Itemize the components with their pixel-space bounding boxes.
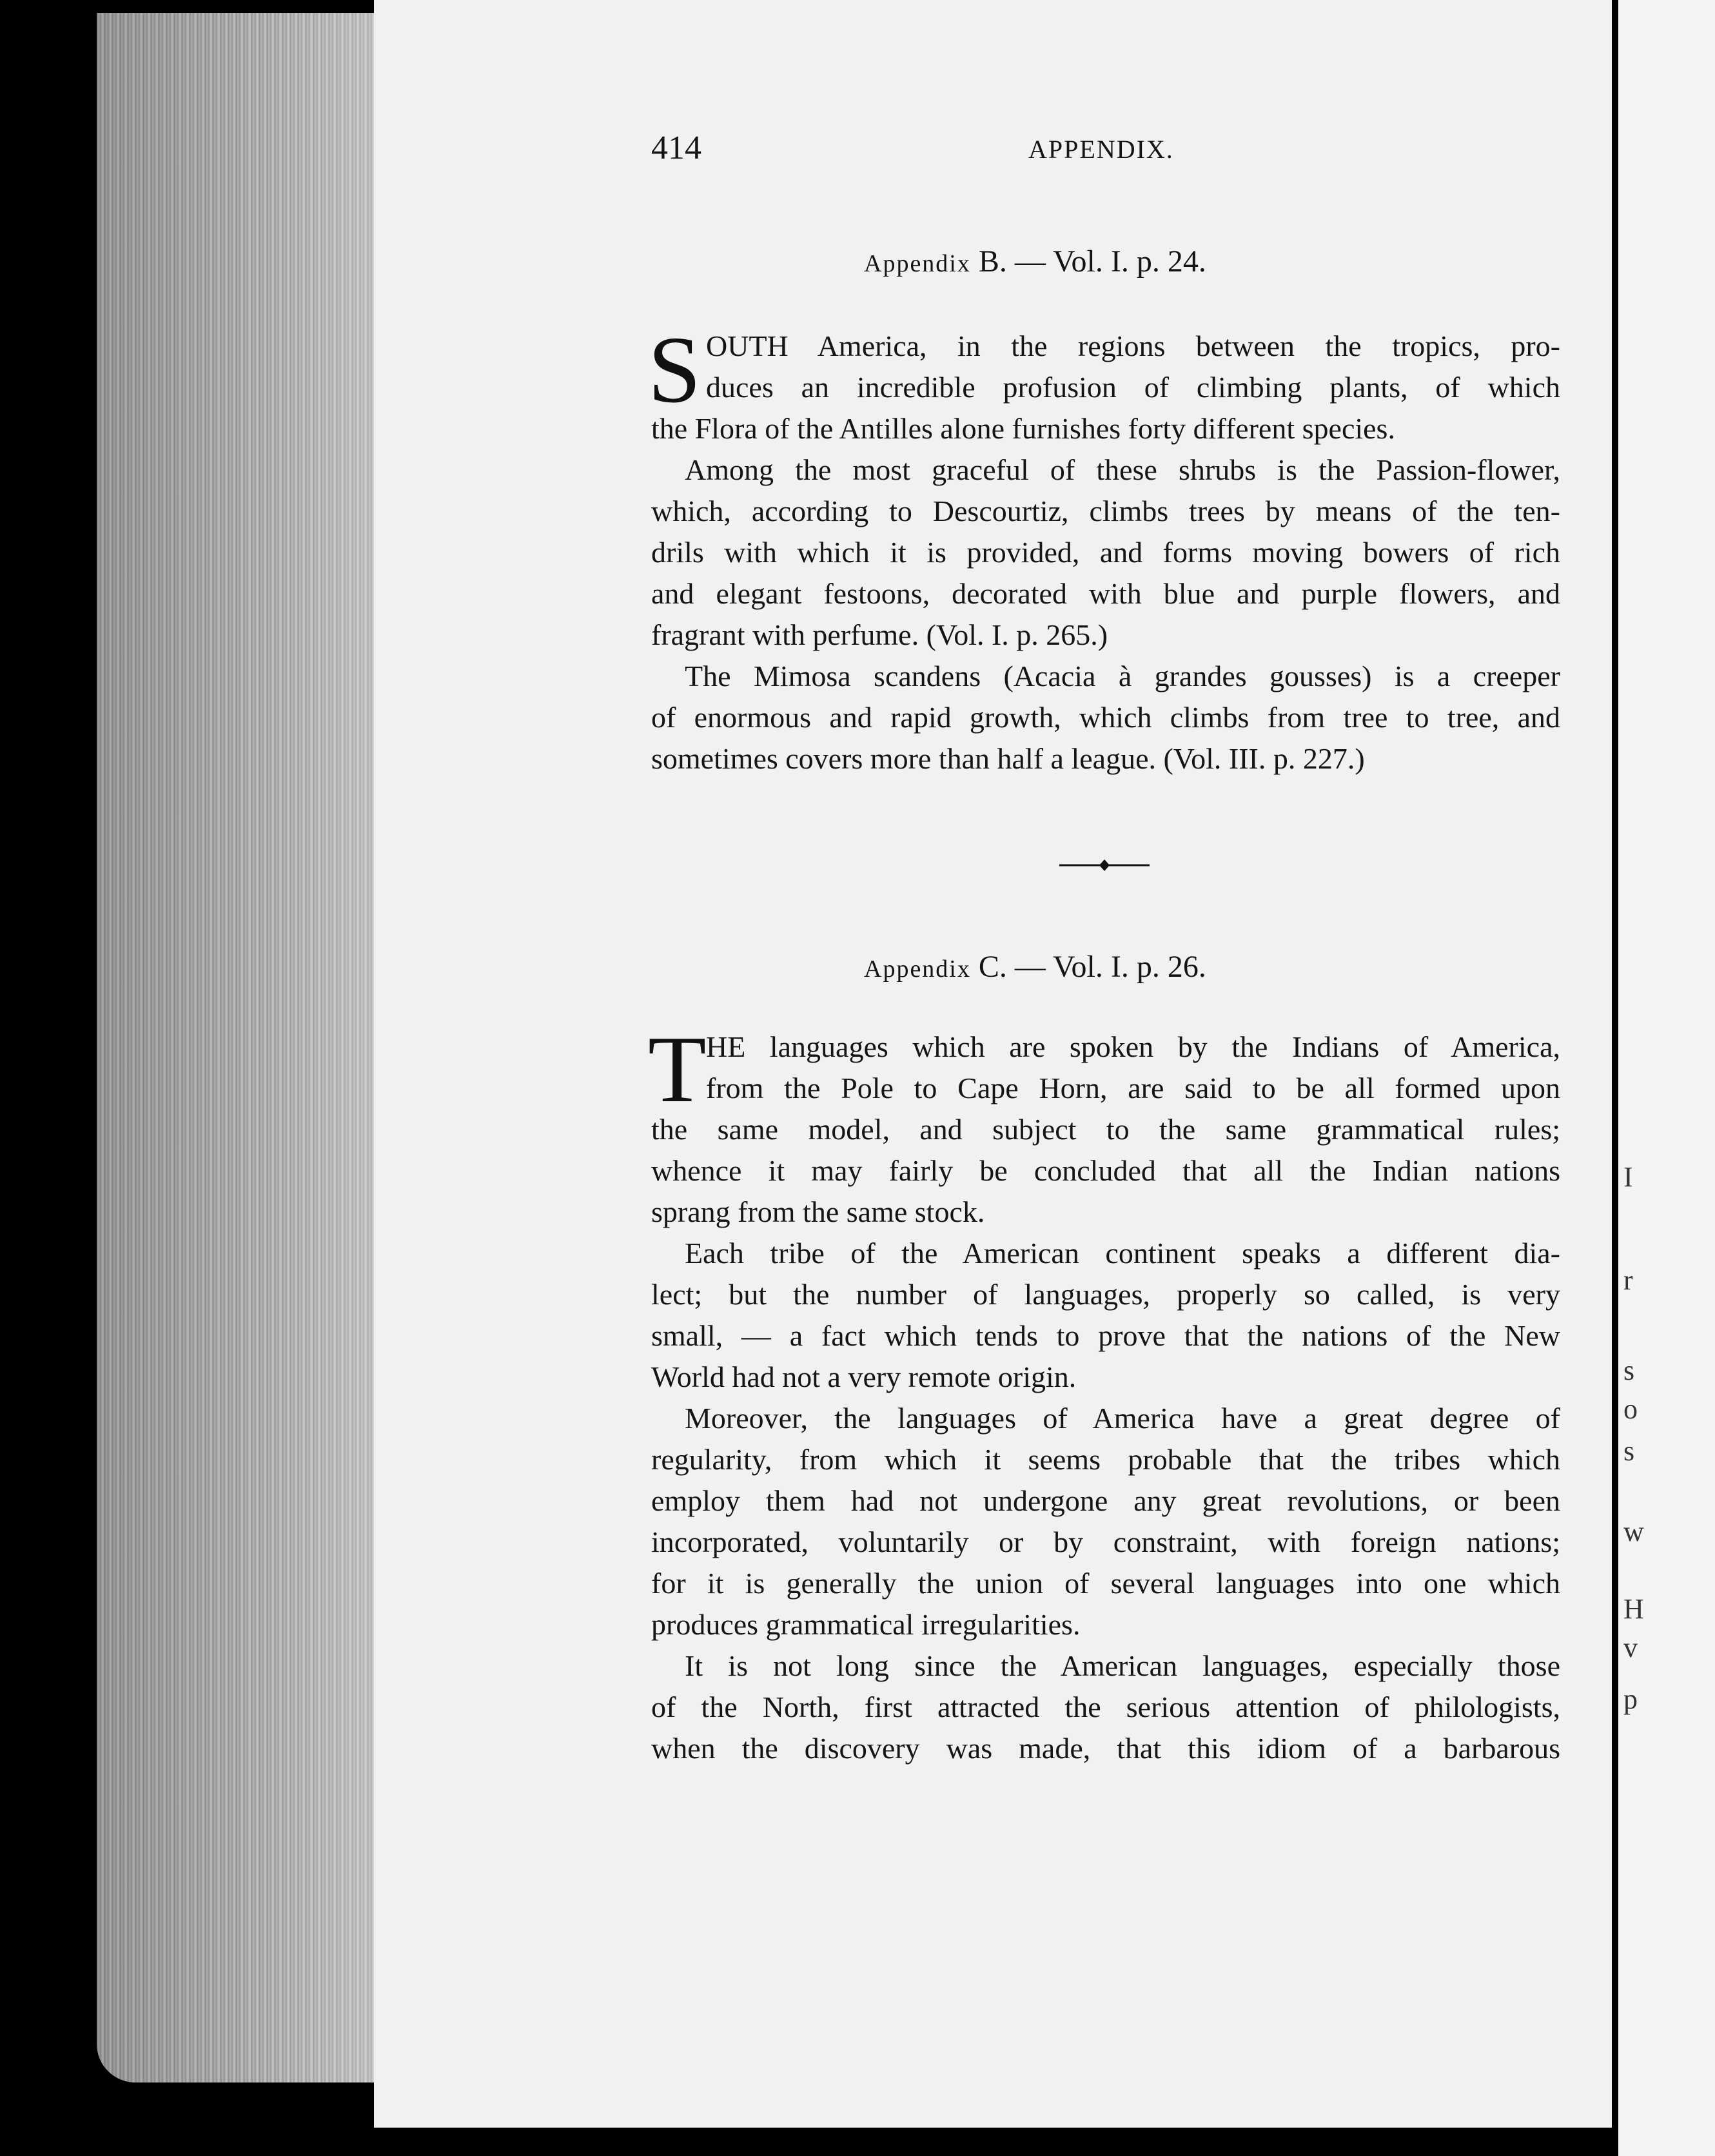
text-line: fragrant with perfume. (Vol. I. p. 265.) (651, 618, 1108, 651)
text-line: for it is generally the union of several languages into one which (651, 1567, 1560, 1600)
heading-reference: C. — Vol. I. p. 26. (978, 950, 1206, 984)
text-line: sprang from the same stock. (651, 1195, 985, 1228)
text-line: OUTH America, in the regions between the tropics, pro- (706, 329, 1560, 362)
facing-page-letter: w (1623, 1516, 1644, 1547)
appendix-c-body (651, 1026, 1560, 1769)
text-line: sometimes covers more than half a league. (Vol. III. p. 227.) (651, 742, 1365, 775)
text-line: the Flora of the Antilles alone furnishes forty different species. (651, 412, 1395, 445)
facing-page-letter: v (1623, 1632, 1638, 1663)
text-line: duces an incredible profusion of climbing plants, of which (706, 371, 1560, 404)
text-line: from the Pole to Cape Horn, are said to be all formed upon (706, 1072, 1560, 1104)
text-line: of enormous and rapid growth, which climbs from tree to tree, and (651, 701, 1560, 734)
text-line: incorporated, voluntarily or by constraint, with foreign nations; (651, 1525, 1560, 1558)
text-line: Each tribe of the American continent speaks a different dia- (685, 1237, 1560, 1269)
text-line: and elegant festoons, decorated with blue and purple flowers, and (651, 577, 1560, 610)
text-line: World had not a very remote origin. (651, 1360, 1077, 1393)
facing-page-edge (1618, 0, 1715, 2156)
text-line: employ them had not undergone any great revolutions, or been (651, 1484, 1560, 1517)
section-divider-ornament (1059, 858, 1150, 873)
text-line: when the discovery was made, that this idiom of a barbarous (651, 1732, 1560, 1765)
appendix-b-body (651, 326, 1560, 779)
text-line: small, — a fact which tends to prove that the nations of the New (651, 1319, 1560, 1352)
section-heading-appendix-b (864, 244, 1367, 279)
text-line: produces grammatical irregularities. (651, 1608, 1081, 1641)
text-line: drils with which it is provided, and forms moving bowers of rich (651, 536, 1560, 569)
text-line: which, according to Descourtiz, climbs trees by means of the ten- (651, 495, 1560, 527)
drop-cap-s: S (648, 317, 701, 423)
running-title: APPENDIX. (1028, 135, 1174, 164)
heading-prefix: Appendix (864, 250, 971, 277)
text-line: of the North, first attracted the serious attention of philologists, (651, 1690, 1560, 1723)
text-line: the same model, and subject to the same grammatical rules; (651, 1113, 1560, 1146)
text-line: regularity, from which it seems probable that the tribes which (651, 1443, 1560, 1476)
text-line: It is not long since the American languages, especially those (685, 1649, 1560, 1682)
facing-page-letter: p (1623, 1683, 1638, 1715)
page-number: 414 (651, 130, 701, 166)
text-line: lect; but the number of languages, properly so called, is very (651, 1278, 1560, 1311)
facing-page-letter: I (1623, 1161, 1633, 1193)
facing-page-letter: s (1623, 1355, 1635, 1386)
drop-cap-t: T (648, 1017, 707, 1122)
text-line: The Mimosa scandens (Acacia à grandes gousses) is a creeper (685, 660, 1560, 692)
facing-page-letter: r (1623, 1264, 1633, 1296)
heading-reference: B. — Vol. I. p. 24. (978, 244, 1206, 279)
facing-page-letter: o (1623, 1393, 1638, 1425)
text-line: HE languages which are spoken by the Indians of America, (706, 1030, 1560, 1063)
text-line: whence it may fairly be concluded that all the Indian nations (651, 1154, 1560, 1187)
text-line: Among the most graceful of these shrubs is the Passion-flower, (685, 453, 1560, 486)
facing-page-letter: s (1623, 1435, 1635, 1467)
heading-prefix: Appendix (864, 956, 971, 983)
section-heading-appendix-c (864, 949, 1367, 985)
text-line: Moreover, the languages of America have a great degree of (685, 1402, 1560, 1435)
facing-page-letter: H (1623, 1593, 1644, 1625)
fore-edge-shading (97, 13, 374, 2082)
